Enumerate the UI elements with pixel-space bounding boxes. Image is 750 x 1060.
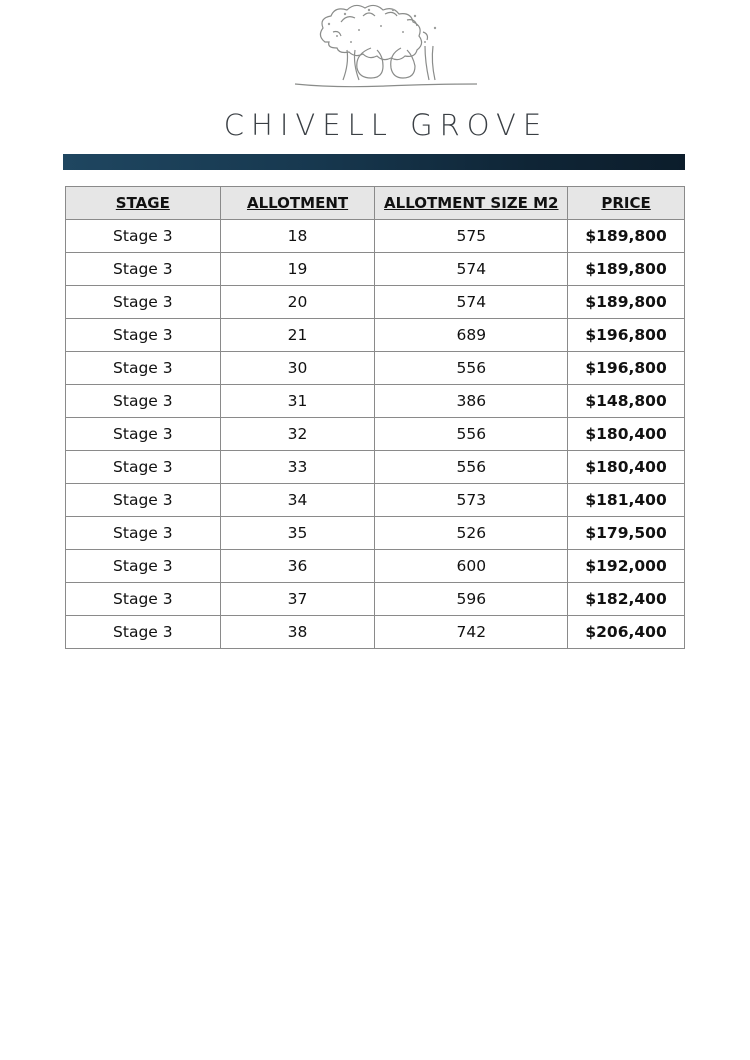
stage-cell: Stage 3 [66,418,221,451]
banner-divider [63,154,685,170]
allotment-cell: 32 [220,418,375,451]
size-cell: 556 [375,418,568,451]
stage-cell: Stage 3 [66,220,221,253]
stage-cell: Stage 3 [66,550,221,583]
table-row [66,253,685,286]
allotment-cell: 34 [220,484,375,517]
price-cell: $181,400 [568,484,685,517]
tree-logo-icon [285,2,485,94]
allotment-cell: 18 [220,220,375,253]
table-row [66,352,685,385]
allotment-cell: 33 [220,451,375,484]
table-row [66,583,685,616]
allotment-cell: 37 [220,583,375,616]
stage-cell: Stage 3 [66,583,221,616]
header-allotment: ALLOTMENT [220,187,375,220]
allotment-cell: 19 [220,253,375,286]
table-row [66,451,685,484]
allotment-cell: 31 [220,385,375,418]
stage-cell: Stage 3 [66,352,221,385]
table-header-row [66,187,685,220]
header-stage: STAGE [66,187,221,220]
size-cell: 575 [375,220,568,253]
stage-cell: Stage 3 [66,253,221,286]
stage-cell: Stage 3 [66,451,221,484]
header-price: PRICE [568,187,685,220]
table-row [66,418,685,451]
price-cell: $180,400 [568,451,685,484]
stage-cell: Stage 3 [66,319,221,352]
price-cell: $206,400 [568,616,685,649]
table-row [66,484,685,517]
table-row [66,616,685,649]
allotment-cell: 20 [220,286,375,319]
size-cell: 556 [375,352,568,385]
size-cell: 600 [375,550,568,583]
price-cell: $196,800 [568,352,685,385]
price-cell: $180,400 [568,418,685,451]
stage-cell: Stage 3 [66,517,221,550]
allotment-cell: 38 [220,616,375,649]
header-allotment-size: ALLOTMENT SIZE M2 [375,187,568,220]
price-cell: $189,800 [568,286,685,319]
price-cell: $189,800 [568,253,685,286]
table-row [66,286,685,319]
size-cell: 573 [375,484,568,517]
size-cell: 742 [375,616,568,649]
price-cell: $182,400 [568,583,685,616]
stage-cell: Stage 3 [66,484,221,517]
allotment-cell: 30 [220,352,375,385]
table-row [66,319,685,352]
size-cell: 574 [375,286,568,319]
brand-title: CHIVELL GROVE [223,108,549,142]
allotment-cell: 21 [220,319,375,352]
size-cell: 556 [375,451,568,484]
stage-cell: Stage 3 [66,385,221,418]
price-cell: $192,000 [568,550,685,583]
table-row [66,220,685,253]
price-cell: $148,800 [568,385,685,418]
stage-cell: Stage 3 [66,616,221,649]
size-cell: 526 [375,517,568,550]
size-cell: 574 [375,253,568,286]
price-cell: $196,800 [568,319,685,352]
allotment-cell: 36 [220,550,375,583]
table-row [66,517,685,550]
stage-cell: Stage 3 [66,286,221,319]
size-cell: 689 [375,319,568,352]
allotment-price-table [65,186,685,649]
table-row [66,550,685,583]
table-row [66,385,685,418]
allotment-cell: 35 [220,517,375,550]
price-cell: $179,500 [568,517,685,550]
size-cell: 386 [375,385,568,418]
price-cell: $189,800 [568,220,685,253]
size-cell: 596 [375,583,568,616]
